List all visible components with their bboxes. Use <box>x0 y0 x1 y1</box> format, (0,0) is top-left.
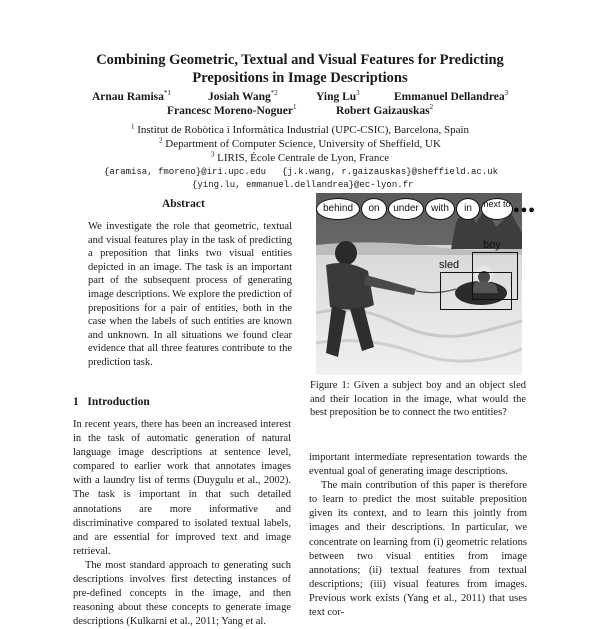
affiliation: $^2$ Department of Computer Science, University of Sheffield, UK <box>159 136 441 150</box>
author: Robert Gaizauskas$^2$ <box>336 103 434 117</box>
author-list <box>0 91 600 121</box>
author: Josiah Wang$^{*2}$ <box>208 89 278 103</box>
title-line-1: Combining Geometric, Textual and Visual Features for Predicting <box>96 52 504 68</box>
preposition-bubble: with <box>425 198 455 220</box>
right-paragraph-2: The main contribution of this paper is therefore to learn to predict the most suitable preposition given its context, and to learn this jointly from images and their descriptions. In particular, we concentrate on learning from (i) geometric relations between two visual entities from image annotations; (ii) textual features from textual descriptions; (iii) visual features from images. Previous work exists (Yang et al., 2011) that uses text cor- <box>309 480 527 619</box>
intro-paragraph-2: The most standard approach to generating such descriptions involves first detecting instances of pre-defined concepts in the image, and then reasoning about these concepts to generate image descriptions (Kulkarni et al., 2011; Yang et al. <box>73 559 291 628</box>
preposition-bubble: on <box>361 198 387 220</box>
sled-bounding-box <box>440 272 512 310</box>
affiliation: $^1$ Institut de Robòtica i Informàtica Industrial (UPC-CSIC), Barcelona, Spain <box>130 122 470 136</box>
email: {j.k.wang, r.gaizauskas}@sheffield.ac.uk <box>282 167 499 177</box>
preposition-bubble: in <box>456 198 480 220</box>
email: {aramisa, fmoreno}@iri.upc.edu <box>104 167 267 177</box>
author: Francesc Moreno-Noguer$^1$ <box>167 103 297 117</box>
author: Arnau Ramisa$^{*1}$ <box>92 89 171 103</box>
figure-caption: Figure 1: Given a subject boy and an object sled and their location in the image, what would the best preposition be to connect the two entities? <box>310 380 526 419</box>
right-paragraph-1: important intermediate representation towards the eventual goal of generating image descriptions. <box>309 452 527 478</box>
intro-heading: 1 Introduction <box>73 396 150 408</box>
preposition-bubble: under <box>388 198 424 220</box>
right-column-body <box>309 451 527 619</box>
abstract-text: We investigate the role that geometric, textual and visual features play in the task of predicting a preposition that links two visual entities depicted in an image. The task is an important part of the subsequent process of generating image descriptions. We explore the prediction of prepositions for a pair of entities, both in the case when the labels of such entities are known and unknown. In all situations we found clear evidence that all three features contribute to the prediction task. <box>88 221 292 368</box>
paper-title <box>0 51 600 87</box>
label-sled: sled <box>439 259 460 271</box>
preposition-bubble: next to <box>481 198 513 220</box>
title-line-2: Prepositions in Image Descriptions <box>192 70 408 86</box>
abstract-heading: Abstract <box>162 198 205 210</box>
preposition-bubbles <box>316 198 536 224</box>
email: {ying.lu, emmanuel.dellandrea}@ec-lyon.fr <box>192 180 414 190</box>
affiliation: $^3$ LIRIS, École Centrale de Lyon, France <box>210 150 390 164</box>
author: Ying Lu$^3$ <box>316 89 360 103</box>
intro-paragraph-1: In recent years, there has been an increased interest in the task of automatic generation of natural language image descriptions at sentence level, compared to earlier work that annotates images with a laundry list of terms (Duygulu et al., 2002). The task is important in that such detailed annotations are more informative and discriminative compared to isolated textual labels, and are essential for improved text and image retrieval. <box>73 419 291 557</box>
preposition-bubble: behind <box>316 198 360 220</box>
label-boy: boy <box>483 239 501 251</box>
more-prepositions-icon: ●●● <box>513 204 536 216</box>
author: Emmanuel Dellandrea$^3$ <box>394 89 509 103</box>
left-column-body <box>73 418 291 628</box>
